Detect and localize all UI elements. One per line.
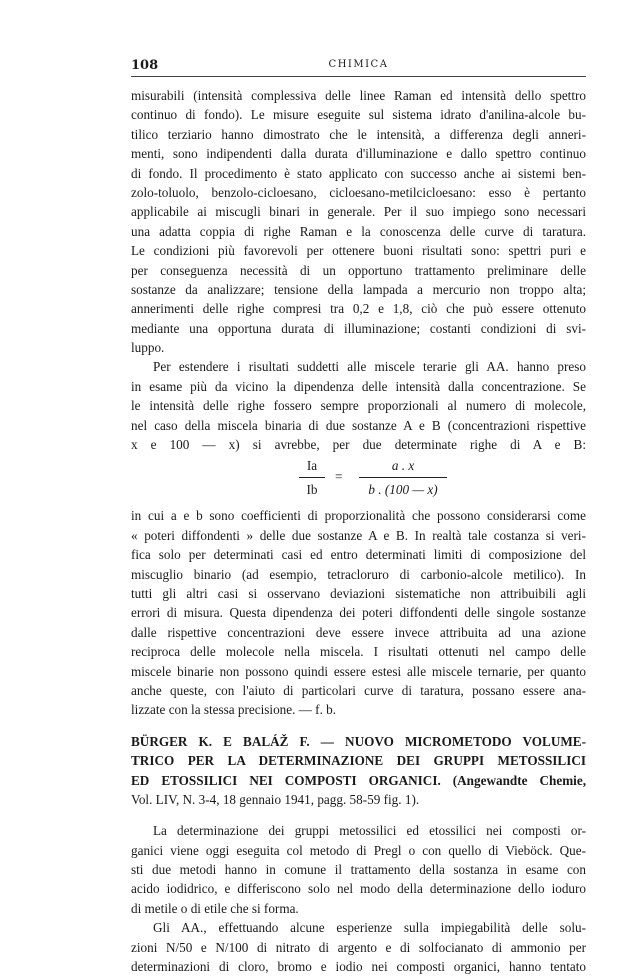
- text-line: menti, sono indipendenti dalla durata d'illuminazione e dallo spettro continuo: [131, 146, 586, 162]
- paragraph-2: [131, 357, 586, 454]
- text-line: le intensità delle righe fossero sempre proporzionali al numero di molecole,: [131, 398, 586, 414]
- text-line: dalle rispettive concentrazioni deve essere invece attribuita ad una azione: [131, 624, 586, 640]
- formula-denominator-right: b . (100 — x): [368, 482, 438, 498]
- text-line: mediante una opportuna durata di illuminazione; costanti condizioni di svi-: [131, 320, 586, 336]
- intensity-ratio-formula: [131, 456, 586, 502]
- header-rule: [131, 76, 586, 77]
- text-line: determinazioni di cloro, bromo e iodio nei composti organici, hanno tentato: [131, 959, 586, 975]
- citation-line: TRICO PER LA DETERMINAZIONE DEI GRUPPI METOSSILICI: [131, 753, 586, 769]
- text-line: sostanze da analizzare; tensione della lampada a mercurio non troppo alta;: [131, 281, 586, 297]
- text-line: Le condizioni più favorevoli per ottenere buoni risultati sono: spettri puri e: [131, 243, 586, 259]
- text-line: in esame più da vicino la dipendenza delle intensità dalla concentrazione. Se: [131, 378, 586, 394]
- text-line: x e 100 — x) si avrebbe, per due determinate righe di A e B:: [131, 437, 586, 453]
- text-line: una adatta coppia di righe Raman e la conoscenza delle curve di taratura.: [131, 223, 586, 239]
- citation-line: BÜRGER K. E BALÁŽ F. — NUOVO MICROMETODO VOLUME-: [131, 733, 586, 749]
- paragraph-4: [131, 821, 586, 918]
- text-line: misurabili (intensità complessiva delle linee Raman ed intensità dello spettro: [131, 88, 586, 103]
- text-line: zolo-toluolo, benzolo-cicloesano, cicloesano-metilcicloesano: esso è pertanto: [131, 184, 586, 200]
- text-line: tilico terziario hanno dimostrato che le intensità, a differenza degli anneri-: [131, 126, 586, 142]
- page-number: 108: [131, 58, 159, 73]
- fraction-bar: [359, 477, 447, 478]
- text-line: di metile o di etile che si forma.: [131, 900, 299, 916]
- text-line: La determinazione dei gruppi metossilici ed etossilici nei composti or-: [153, 823, 586, 839]
- formula-numerator-left: Ia: [306, 458, 318, 474]
- text-line: nel caso della miscela binaria di due sostanze A e B (concentrazioni rispettive: [131, 417, 586, 433]
- paragraph-3: [131, 506, 586, 719]
- citation-block: [131, 732, 586, 810]
- text-line: miscuglio binario (ad esempio, tetracloruro di carbonio-alcole metilico). In: [131, 566, 586, 582]
- text-line: in cui a e b sono coefficienti di proporzionalità che possono considerarsi come: [131, 508, 586, 524]
- page-header: [131, 58, 586, 74]
- text-line: zioni N/50 e N/100 di nitrato di argento e di solfocianato di ammonio per: [131, 939, 586, 955]
- text-line: tutti gli altri casi si osservano deviazioni sistematiche non attribuibili agli: [131, 585, 586, 601]
- text-line: acido iodidrico, e differiscono solo nel modo della determinazione dello ioduro: [131, 881, 586, 897]
- text-line: ganici viene oggi eseguita col metodo di Pregl o con quello di Vieböck. Que-: [131, 842, 586, 858]
- text-line: per conseguenza necessità di un opportuno trattamento preliminare delle: [131, 262, 586, 278]
- text-line: di fondo. Il procedimento è stato applicato con successo anche ai sistemi ben-: [131, 165, 586, 181]
- formula-denominator-left: Ib: [306, 482, 318, 498]
- article-body: [131, 86, 586, 976]
- text-line: miscele binarie non possono quindi essere estesi alle miscele ternarie, per quanto: [131, 663, 586, 679]
- text-line: « poteri diffondenti » delle due sostanze A e B. In realtà tale costanza si veri-: [131, 527, 586, 543]
- text-line: reciproca delle molecole nella miscela. I risultati ottenuti nel campo delle: [131, 644, 586, 660]
- paragraph-5: [131, 918, 586, 976]
- running-title: CHIMICA: [328, 59, 389, 70]
- paragraph-1: [131, 86, 586, 357]
- text-line: errori di misura. Questa dipendenza dei poteri diffondenti delle singole sostanze: [131, 605, 586, 621]
- formula-numerator-right: a . x: [391, 458, 415, 474]
- text-line: Gli AA., effettuando alcune esperienze sulla impiegabilità delle solu-: [153, 920, 586, 936]
- text-line: continuo di fondo). Le misure eseguite sul sistema idrato d'anilina-alcole bu-: [131, 107, 586, 123]
- text-line: annerimenti delle righe compresi tra 0,2 e 1,8, ciò che può essere ottenuto: [131, 301, 586, 317]
- fraction-bar: [299, 477, 325, 478]
- formula-equals: =: [335, 469, 343, 485]
- text-line: Per estendere i risultati suddetti alle miscele terarie gli AA. hanno preso: [153, 359, 586, 375]
- text-line: sti due metodi hanno in comune il trattamento della sostanza in esame con: [131, 862, 586, 878]
- text-line: luppo.: [131, 340, 165, 356]
- text-line: fica solo per determinati casi ed entro determinati limiti di composizione del: [131, 547, 586, 563]
- citation-line: ED ETOSSILICI NEI COMPOSTI ORGANICI. (Angewandte Chemie,: [131, 772, 586, 788]
- text-line: applicabile ai miscugli binari in generale. Per il suo impiego sono necessari: [131, 204, 586, 220]
- text-line: lizzate con la stessa precisione. — f. b.: [131, 702, 337, 718]
- text-line: anche queste, con l'aiuto di particolari curve di taratura, possano essere ana-: [131, 682, 586, 698]
- citation-line: Vol. LIV, N. 3-4, 18 gennaio 1941, pagg. 58-59 fig. 1).: [131, 791, 420, 807]
